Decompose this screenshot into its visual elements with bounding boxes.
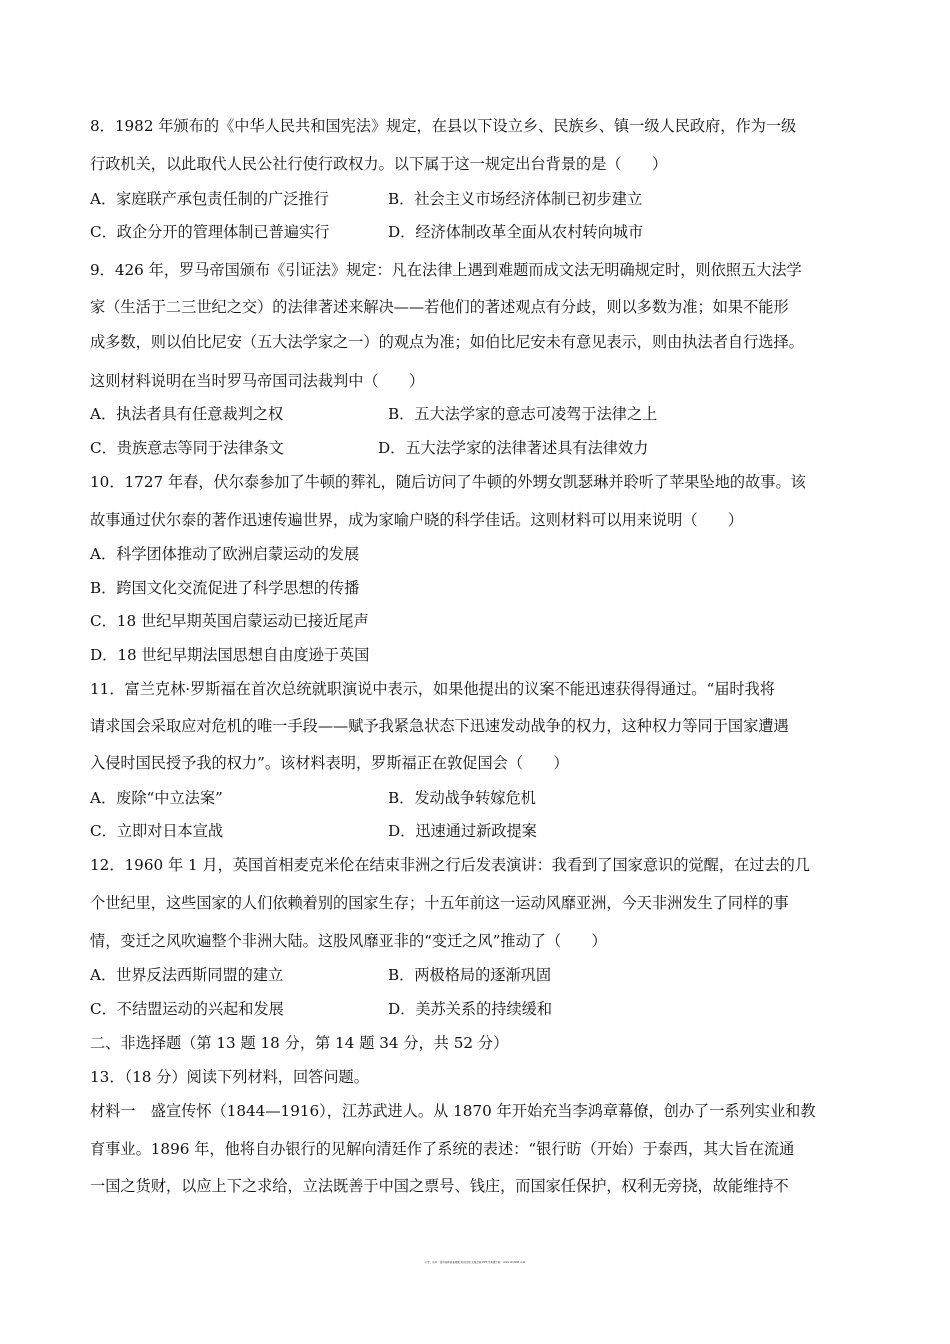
q8-stem-line-1: 8．1982 年颁布的《中华人民共和国宪法》规定，在县以下设立乡、民族乡、镇一级人民政府，作为一级 [90,117,797,135]
q12-option-b: B．两极格局的逐渐巩固 [388,966,552,984]
q11-option-b: B．发动战争转嫁危机 [388,789,536,807]
q9-stem-line-1: 9．426 年，罗马帝国颁布《引证法》规定：凡在法律上遇到难题而成文法无明确规定时，则依照五大法学 [90,261,802,279]
q11-stem-line-2: 请求国会采取应对危机的唯一手段——赋予我紧急状态下迅速发动战争的权力，这种权力等同于国家遭遇 [90,717,789,735]
q9-stem-line-2: 家（生活于二三世纪之交）的法律著述来解决——若他们的著述观点有分歧，则以多数为准；如果不能形 [90,298,789,316]
q13-stem: 13．（18 分）阅读下列材料，回答问题。 [90,1068,369,1086]
q8-stem-line-2: 行政机关，以此取代人民公社行使行政权力。以下属于这一规定出台背景的是（ ） [90,155,668,173]
q12-stem-line-1: 12．1960 年 1 月，英国首相麦克米伦在结束非洲之行后发表演讲：我看到了国家意识的觉醒，在过去的几 [90,856,810,874]
q10-option-c: C．18 世纪早期英国启蒙运动已接近尾声 [90,612,369,630]
q12-option-d: D．美苏关系的持续缓和 [388,1000,553,1018]
q11-stem-line-1: 11．富兰克林·罗斯福在首次总统就职演说中表示，如果他提出的议案不能迅速获得得通过。“届时我将 [90,680,775,698]
q10-option-b: B．跨国文化交流促进了科学思想的传播 [90,579,360,597]
q12-option-c: C．不结盟运动的兴起和发展 [90,1000,284,1018]
q10-option-d: D．18 世纪早期法国思想自由度逊于英国 [90,646,370,664]
page-footer: 小学、初中、高中各种试卷真题 知识归纳 文案合同 PPT 等免费下载 www.doc985.com [424,1261,526,1264]
q13-material-line-3: 一国之货财，以应上下之求给，立法既善于中国之票号、钱庄，而国家任保护，权利无旁挠，故能维持不 [90,1177,789,1195]
q12-option-a: A．世界反法西斯同盟的建立 [90,966,284,984]
q10-stem-line-1: 10．1727 年春，伏尔泰参加了牛顿的葬礼，随后访问了牛顿的外甥女凯瑟琳并聆听了苹果坠地的故事。该 [90,473,806,491]
q9-stem-line-3: 成多数，则以伯比尼安（五大法学家之一）的观点为准；如伯比尼安未有意见表示，则由执法者自行选择。 [90,333,804,351]
q9-option-a: A．执法者具有任意裁判之权 [90,405,284,423]
q10-option-a: A．科学团体推动了欧洲启蒙运动的发展 [90,545,360,563]
q13-material-line-2: 育事业。1896 年，他将自办银行的见解向清廷作了系统的表述：“银行昉（开始）于泰西，其大旨在流通 [90,1140,795,1158]
q13-material-line-1: 材料一 盛宣传怀（1844—1916），江苏武进人。从 1870 年开始充当李鸿章幕僚，创办了一系列实业和教 [90,1102,816,1120]
q12-stem-line-3: 情，变迁之风吹遍整个非洲大陆。这股风靡亚非的“变迁之风”推动了（ ） [90,932,607,950]
q9-option-c: C．贵族意志等同于法律条文 [90,439,284,457]
q11-option-c: C．立即对日本宣战 [90,822,224,840]
q8-option-b: B．社会主义市场经济体制已初步建立 [388,190,643,208]
q11-option-a: A．废除“中立法案” [90,789,223,807]
q8-option-d: D．经济体制改革全面从农村转向城市 [388,223,644,241]
q9-option-b: B．五大法学家的意志可凌驾于法律之上 [388,405,658,423]
q11-option-d: D．迅速通过新政提案 [388,822,537,840]
q12-stem-line-2: 个世纪里，这些国家的人们依赖着别的国家生存；十五年前这一运动风靡亚洲，今天非洲发生了同样的事 [90,894,789,912]
section-2-heading: 二、非选择题（第 13 题 18 分，第 14 题 34 分，共 52 分） [90,1034,509,1052]
q8-option-c: C．政企分开的管理体制已普遍实行 [90,223,330,241]
q9-stem-line-4: 这则材料说明在当时罗马帝国司法裁判中（ ） [90,372,425,390]
q8-option-a: A．家庭联产承包责任制的广泛推行 [90,190,329,208]
q11-stem-line-3: 入侵时国民授予我的权力”。该材料表明，罗斯福正在敦促国会（ ） [90,754,569,772]
q9-option-d: D．五大法学家的法律著述具有法律效力 [378,439,649,457]
q10-stem-line-2: 故事通过伏尔泰的著作迅速传遍世界，成为家喻户晓的科学佳话。这则材料可以用来说明（ ） [90,511,744,529]
